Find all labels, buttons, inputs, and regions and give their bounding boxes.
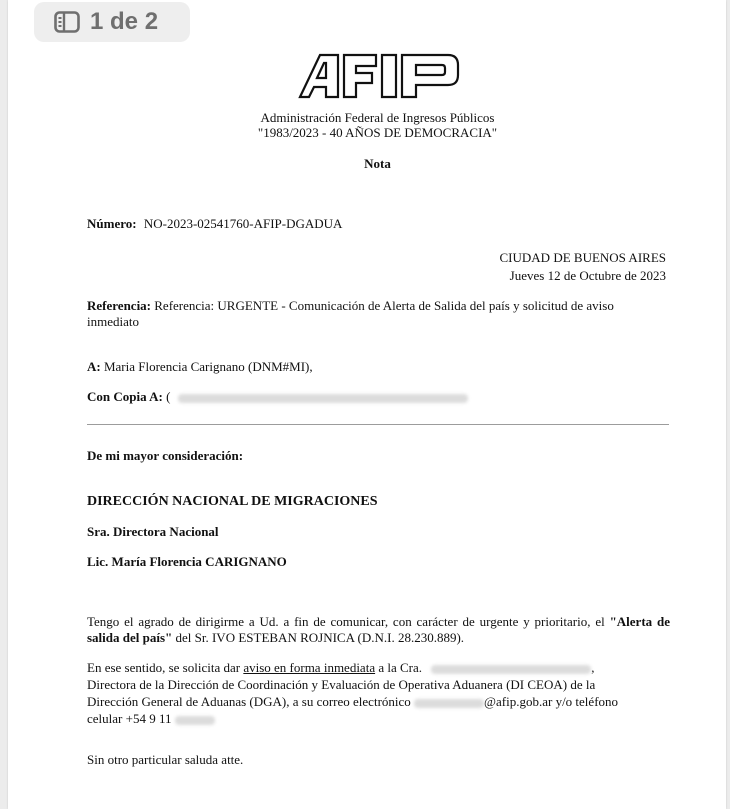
email-intro: Dirección General de Aduanas (DGA), a su correo electrónico bbox=[87, 694, 415, 709]
divider bbox=[87, 424, 669, 425]
document-type: Nota bbox=[364, 156, 391, 171]
redacted-cc bbox=[178, 394, 468, 403]
salutation: De mi mayor consideración: bbox=[87, 448, 244, 463]
cc-visible-text: ( bbox=[166, 389, 171, 404]
reference-label: Referencia: bbox=[87, 298, 152, 313]
paragraph-2-comma: , bbox=[591, 660, 595, 675]
redacted-email bbox=[414, 699, 484, 708]
cc-line bbox=[87, 389, 468, 405]
paragraph-1-tail: del Sr. IVO ESTEBAN ROJNICA (D.N.I. 28.230.889). bbox=[172, 630, 465, 645]
afip-logo bbox=[298, 53, 460, 99]
paragraph-2-line-1 bbox=[87, 659, 670, 676]
cc-label: Con Copia A: bbox=[87, 389, 163, 404]
number-line bbox=[87, 216, 342, 232]
number-label: Número: bbox=[87, 216, 137, 231]
page-indicator-text: 1 de 2 bbox=[90, 8, 159, 35]
reference-line bbox=[87, 298, 614, 314]
paragraph-1-text: Tengo el agrado de dirigirme a Ud. a fin de comunicar, con carácter de urgente y prioritario, el bbox=[87, 614, 605, 629]
underlined-request: aviso en forma inmediata bbox=[243, 660, 376, 675]
paragraph-2 bbox=[87, 659, 670, 727]
page-indicator-badge[interactable] bbox=[34, 2, 190, 42]
paragraph-2-cra: a la Cra. bbox=[375, 660, 423, 675]
reference-continuation: inmediato bbox=[87, 314, 139, 329]
redacted-name bbox=[431, 665, 591, 674]
city: CIUDAD DE BUENOS AIRES bbox=[499, 250, 666, 265]
sidebar-icon bbox=[54, 11, 80, 33]
to-value: Maria Florencia Carignano (DNM#MI), bbox=[103, 359, 313, 374]
to-line bbox=[87, 359, 313, 375]
agency-name: Administración Federal de Ingresos Públicos bbox=[260, 110, 495, 125]
redacted-phone bbox=[175, 716, 215, 725]
addressee-name: Lic. María Florencia CARIGNANO bbox=[87, 554, 287, 569]
closing: Sin otro particular saluda atte. bbox=[87, 752, 244, 767]
phone-prefix: celular +54 9 11 bbox=[87, 711, 172, 726]
date: Jueves 12 de Octubre de 2023 bbox=[509, 268, 666, 283]
reference-text: Referencia: URGENTE - Comunicación de Alerta de Salida del país y solicitud de aviso bbox=[154, 298, 614, 313]
to-label: A: bbox=[87, 359, 101, 374]
alert-title: "Alerta de salida del país" bbox=[87, 614, 670, 645]
addressee-title: Sra. Directora Nacional bbox=[87, 524, 219, 539]
paragraph-2-line-3 bbox=[87, 693, 670, 710]
number-value: NO-2023-02541760-AFIP-DGADUA bbox=[143, 216, 343, 231]
email-domain: @afip.gob.ar y/o teléfono bbox=[484, 694, 619, 709]
paragraph-2-start: En ese sentido, se solicita dar bbox=[87, 660, 244, 675]
paragraph-2-line-2: Directora de la Dirección de Coordinación y Evaluación de Operativa Aduanera (DI CEOA) de la bbox=[87, 677, 596, 692]
addressee-organization: DIRECCIÓN NACIONAL DE MIGRACIONES bbox=[87, 494, 378, 509]
motto: "1983/2023 - 40 AÑOS DE DEMOCRACIA" bbox=[257, 125, 498, 140]
paragraph-2-line-4 bbox=[87, 710, 670, 727]
paragraph-1 bbox=[87, 614, 670, 646]
